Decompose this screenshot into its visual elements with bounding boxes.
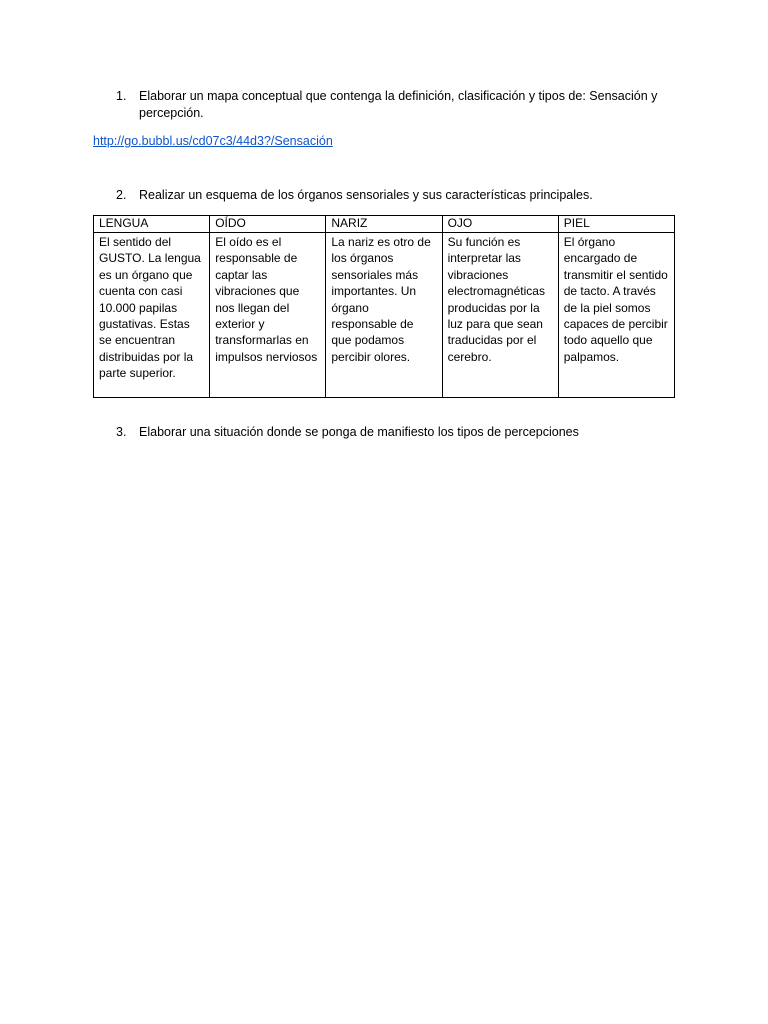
bubbl-link[interactable]: http://go.bubbl.us/cd07c3/44d3?/Sensación <box>93 134 333 148</box>
sensory-organs-table <box>93 215 675 398</box>
cell-oido: El oído es el responsable de captar las vibraciones que nos llegan del exterior y transformarlas en impulsos nerviosos <box>210 233 326 398</box>
header-ojo: OJO <box>442 216 558 233</box>
table-header-row <box>94 216 675 233</box>
list-item-2 <box>116 187 686 204</box>
list-number: 2. <box>116 188 127 202</box>
list-text: Realizar un esquema de los órganos sensoriales y sus características principales. <box>139 188 593 202</box>
list-number: 1. <box>116 89 127 103</box>
list-number: 3. <box>116 425 127 439</box>
header-oido: OÍDO <box>210 216 326 233</box>
list-item-3 <box>116 424 686 441</box>
table-row <box>94 233 675 398</box>
cell-piel: El órgano encargado de transmitir el sentido de tacto. A través de la piel somos capaces de percibir todo aquello que palpamos. <box>558 233 674 398</box>
list-text: Elaborar un mapa conceptual que contenga la definición, clasificación y tipos de: Sensación y percepción. <box>139 89 658 120</box>
header-nariz: NARIZ <box>326 216 442 233</box>
list-text: Elaborar una situación donde se ponga de manifiesto los tipos de percepciones <box>139 425 579 439</box>
header-piel: PIEL <box>558 216 674 233</box>
cell-lengua: El sentido del GUSTO. La lengua es un órgano que cuenta con casi 10.000 papilas gustativas. Estas se encuentran distribuidas por la parte superior. <box>94 233 210 398</box>
header-lengua: LENGUA <box>94 216 210 233</box>
list-item-1 <box>116 88 686 122</box>
cell-ojo: Su función es interpretar las vibraciones electromagnéticas producidas por la luz para que sean traducidas por el cerebro. <box>442 233 558 398</box>
cell-nariz: La nariz es otro de los órganos sensoriales más importantes. Un órgano responsable de que podamos percibir olores. <box>326 233 442 398</box>
